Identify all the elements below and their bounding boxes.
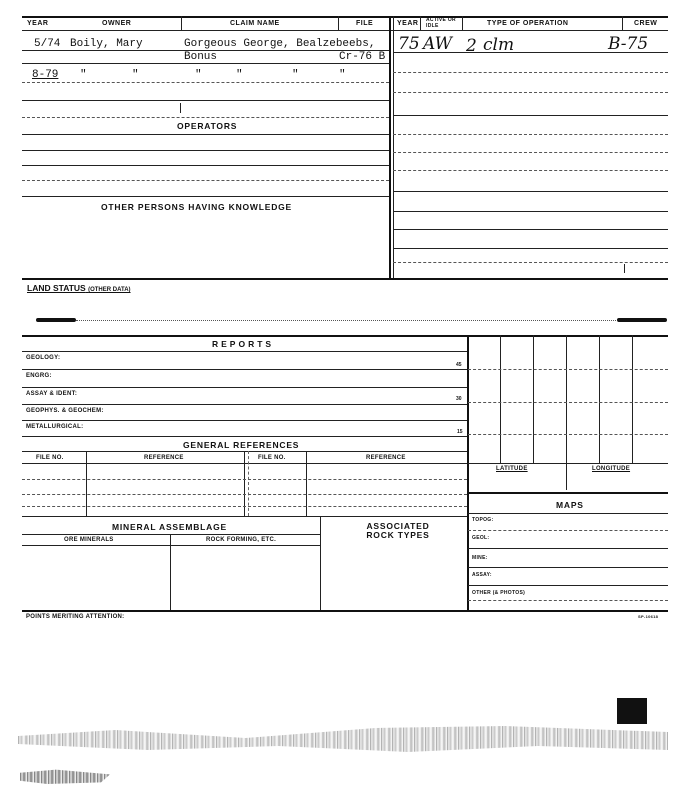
report-geology: GEOLOGY:	[26, 355, 61, 361]
col-active-or-idle: ACTIVE OR IDLE	[426, 17, 456, 29]
maps-geol: GEOL:	[472, 535, 490, 541]
rock-forming-header: ROCK FORMING, ETC.	[206, 537, 277, 543]
scan-block	[617, 698, 647, 724]
operators-heading: OPERATORS	[177, 121, 238, 131]
owner-row-2-file: "	[339, 69, 346, 81]
operation-year: 75	[398, 34, 420, 54]
scan-noise	[18, 718, 668, 758]
maps-topog: TOPOG:	[472, 517, 494, 523]
col-claim-name: CLAIM NAME	[230, 20, 280, 27]
maps-assay: ASSAY:	[472, 572, 492, 578]
report-assay: ASSAY & IDENT:	[26, 391, 78, 397]
points-meriting-attention: POINTS MERITING ATTENTION:	[26, 614, 125, 620]
col-type-of-operation: TYPE OF OPERATION	[487, 20, 569, 27]
latitude-label: LATITUDE	[496, 466, 528, 472]
owner-row-2-ditto-2: "	[236, 69, 243, 81]
owner-row-2-claim: "	[195, 69, 202, 81]
reports-heading: REPORTS	[212, 339, 275, 349]
owner-row-1-claim: Gorgeous George, Bealzebeebs,	[184, 38, 376, 50]
owner-row-1-claim-cont: Bonus	[184, 51, 218, 63]
maps-heading: MAPS	[556, 500, 584, 510]
associated-rock-types-heading: ASSOCIATED ROCK TYPES	[366, 521, 430, 540]
scan-noise-corner	[20, 768, 110, 784]
maps-mine: MINE:	[472, 555, 488, 561]
col-year: YEAR	[27, 20, 49, 27]
land-status-label: LAND STATUS	[27, 283, 86, 293]
col-file: FILE	[356, 20, 374, 27]
col-owner: OWNER	[102, 20, 132, 27]
maps-other: OTHER (& PHOTOS)	[472, 590, 526, 596]
land-status-sub: (OTHER DATA)	[88, 287, 131, 293]
report-metallurgical: METALLURGICAL:	[26, 424, 84, 430]
scan-mark-right	[617, 318, 667, 322]
operation-type: clm	[483, 35, 515, 55]
form-number: SP-10618	[638, 614, 659, 619]
owner-row-1-year: 5/74	[34, 38, 61, 50]
ref-reference-2: REFERENCE	[366, 455, 406, 461]
operation-crew: B-75	[608, 34, 649, 54]
longitude-label: LONGITUDE	[592, 466, 631, 472]
operation-status: AW	[423, 34, 453, 54]
general-references-heading: GENERAL REFERENCES	[183, 440, 300, 450]
scan-mark-left	[36, 318, 76, 322]
owner-row-1-file: Cr-76 B	[339, 51, 386, 63]
owner-row-1-owner: Boily, Mary	[70, 38, 143, 50]
operation-crew-count: 2	[466, 36, 477, 56]
report-geophys: GEOPHYS. & GEOCHEM:	[26, 408, 104, 414]
owner-row-2-ditto-1: "	[132, 69, 139, 81]
owner-row-2-year: 8-79	[32, 69, 59, 81]
mineral-assemblage-heading: MINERAL ASSEMBLAGE	[112, 522, 227, 532]
owner-row-2-owner: "	[80, 69, 87, 81]
other-persons-heading: OTHER PERSONS HAVING KNOWLEDGE	[101, 202, 293, 212]
report-engrg: ENGRG:	[26, 373, 52, 379]
ore-minerals-header: ORE MINERALS	[64, 537, 114, 543]
col-crew: CREW	[634, 20, 658, 27]
ref-file-no: FILE NO.	[36, 455, 64, 461]
report-assay-num: 30	[456, 396, 462, 402]
ref-reference: REFERENCE	[144, 455, 184, 461]
land-status-heading	[27, 283, 131, 293]
owner-row-2-ditto-3: "	[292, 69, 299, 81]
report-metallurgical-num: 15	[457, 429, 463, 435]
report-geology-num: 45	[456, 362, 462, 368]
ref-file-no-2: FILE NO.	[258, 455, 286, 461]
col-year-2: YEAR	[397, 20, 419, 27]
